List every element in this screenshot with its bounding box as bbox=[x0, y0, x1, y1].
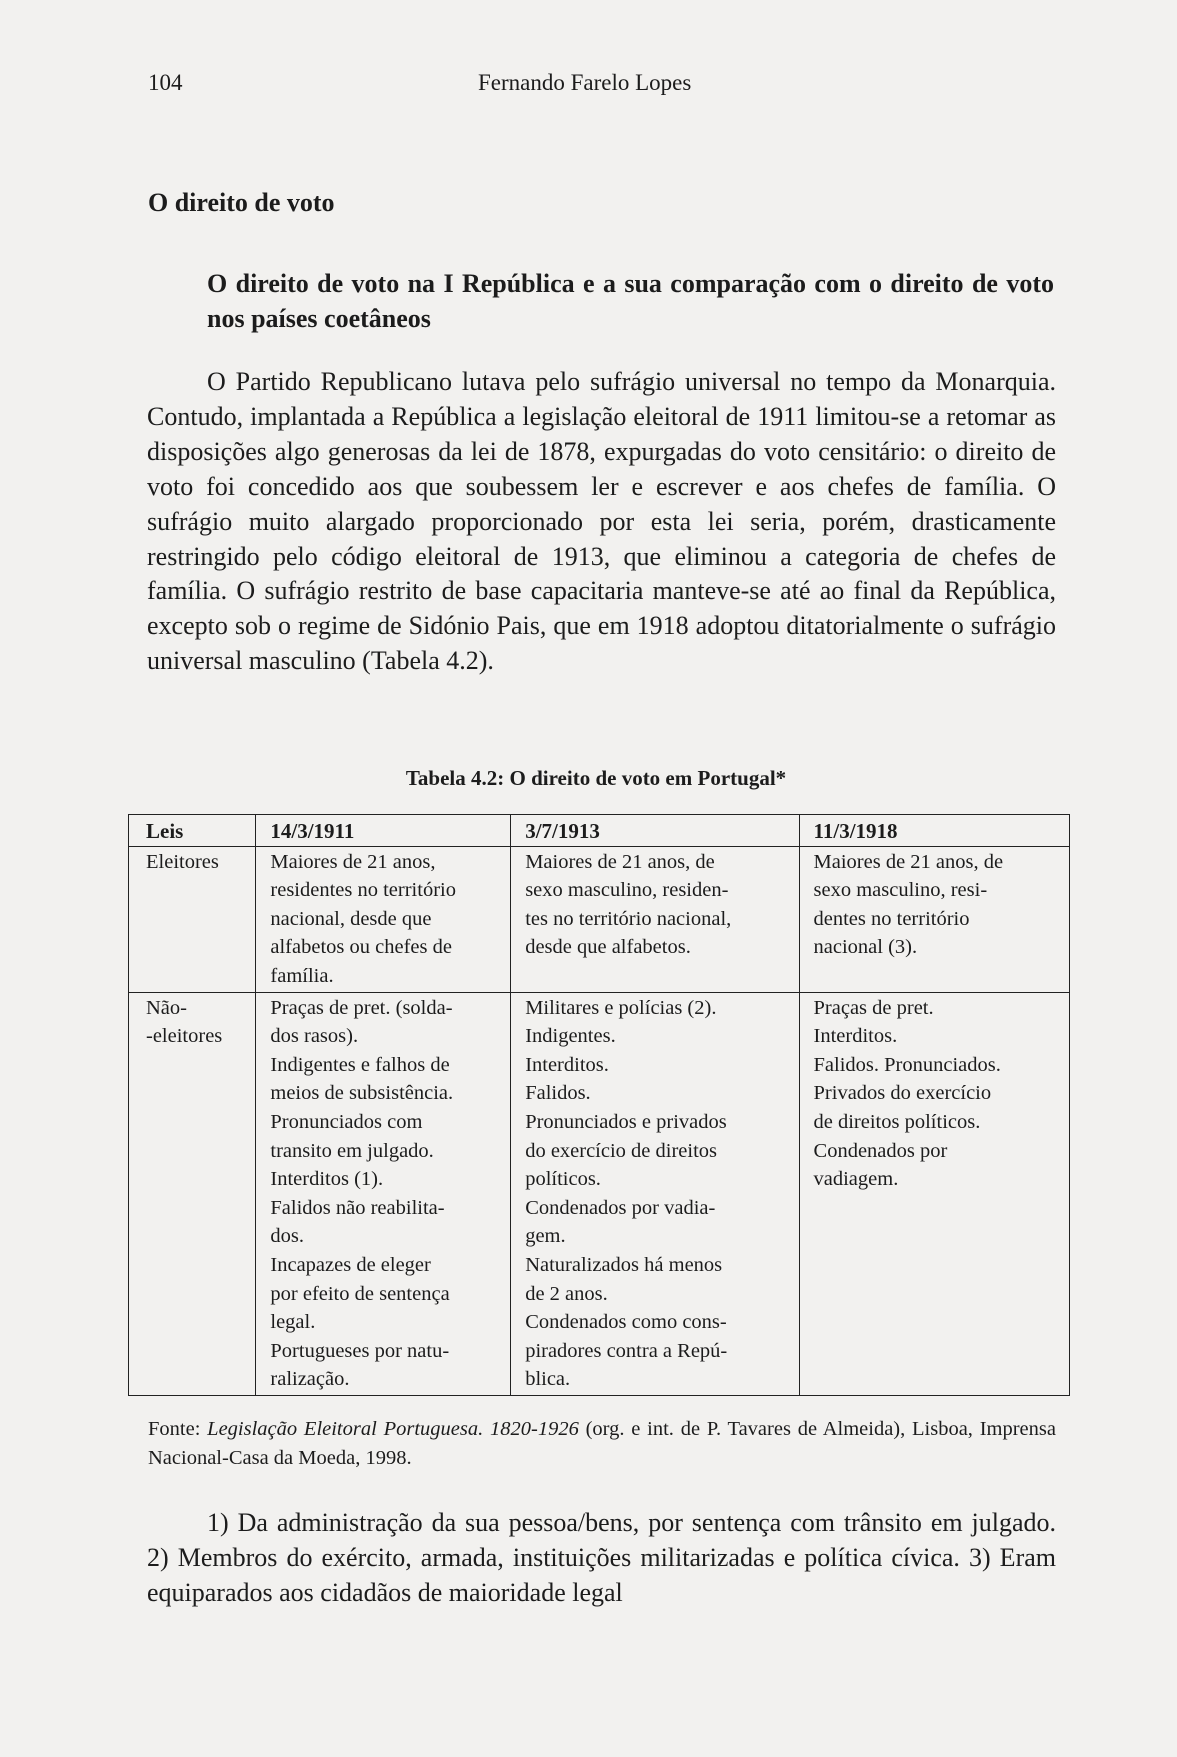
cell-text-line: desde que alfabetos. bbox=[525, 936, 691, 959]
cell-text-line: Praças de pret. bbox=[813, 996, 934, 1019]
cell-text-line: piradores contra a Repú- bbox=[525, 1339, 728, 1362]
cell-non-voters-1918 bbox=[799, 992, 1069, 1395]
page-number: 104 bbox=[148, 70, 183, 95]
cell-text-line: nacional (3). bbox=[813, 936, 918, 959]
table-caption-text: Tabela 4.2: O direito de voto em Portugal* bbox=[405, 766, 787, 790]
cell-text-line: Condenados como cons- bbox=[525, 1311, 727, 1334]
cell-text-line: -eleitores bbox=[146, 1025, 223, 1048]
intro-paragraph: O Partido Republicano lutava pelo sufrágio universal no tempo da Monarquia. Contudo, implantada a República a legislação eleitoral de 1911 limitou-se a retomar as disposições algo generosas da lei de 1878, expurgadas do voto censitário: o direito de voto foi concedido aos que soubessem ler e escrever e aos chefes de família. O sufrágio muito alargado proporcionado por esta lei seria, porém, drasticamente restringido pelo código eleitoral de 1913, que eliminou a categoria de chefes de família. O sufrágio restrito de base capacitaria manteve-se até ao final da República, excepto sob o regime de Sidónio Pais, que em 1918 adoptou ditatorialmente o sufrágio universal masculino (Tabela 4.2). bbox=[147, 367, 1056, 676]
cell-voters-1918 bbox=[799, 846, 1069, 992]
cell-text-line: dos. bbox=[270, 1225, 304, 1248]
cell-text-line: Falidos. bbox=[525, 1082, 591, 1105]
cell-text-line: Maiores de 21 anos, bbox=[270, 850, 436, 873]
cell-text-line: família. bbox=[270, 964, 334, 987]
cell-text-line: vadiagem. bbox=[813, 1168, 899, 1191]
cell-non-voters-1911 bbox=[256, 992, 511, 1395]
table-source-note bbox=[148, 1415, 1056, 1472]
header-cell-1913: 3/7/1913 bbox=[511, 815, 799, 847]
cell-text-line: Maiores de 21 anos, de bbox=[813, 850, 1004, 873]
cell-text-line: sexo masculino, residen- bbox=[525, 879, 729, 902]
cell-text-line: Condenados por vadia- bbox=[525, 1196, 716, 1219]
cell-text-line: Naturalizados há menos bbox=[525, 1253, 723, 1276]
table-caption bbox=[148, 766, 1068, 791]
header-cell-laws: Leis bbox=[129, 815, 256, 847]
cell-text-line: Falidos. Pronunciados. bbox=[813, 1053, 1001, 1076]
cell-voters-1913 bbox=[511, 846, 799, 992]
cell-text-line: de 2 anos. bbox=[525, 1282, 608, 1305]
running-head bbox=[148, 70, 1068, 100]
cell-voters-1911 bbox=[256, 846, 511, 992]
cell-text-line: ralização. bbox=[270, 1368, 350, 1391]
cell-text-line: gem. bbox=[525, 1225, 566, 1248]
cell-text-line: alfabetos ou chefes de bbox=[270, 936, 452, 959]
cell-text-line: Interditos. bbox=[813, 1025, 898, 1048]
cell-text-line: Privados do exercício bbox=[813, 1082, 992, 1105]
cell-text-line: políticos. bbox=[525, 1168, 601, 1191]
cell-text-line: legal. bbox=[270, 1311, 316, 1334]
cell-text-line: Condenados por bbox=[813, 1139, 948, 1162]
cell-text-line: Maiores de 21 anos, de bbox=[525, 850, 715, 873]
cell-text-line: dos rasos). bbox=[270, 1025, 359, 1048]
cell-text-line: de direitos políticos. bbox=[813, 1110, 981, 1133]
source-details: (org. e int. de P. Tavares de Almeida), Lisboa, Imprensa Nacional-Casa da Moeda, 1998. bbox=[148, 1418, 1056, 1469]
cell-text-line: Indigentes e falhos de bbox=[270, 1053, 450, 1076]
cell-text-line: Incapazes de eleger bbox=[270, 1253, 431, 1276]
cell-text-line: Interditos (1). bbox=[270, 1168, 384, 1191]
cell-text-line: Pronunciados e privados bbox=[525, 1110, 727, 1133]
voting-rights-table bbox=[128, 814, 1070, 1396]
cell-text-line: do exercício de direitos bbox=[525, 1139, 718, 1162]
cell-text-line: blica. bbox=[525, 1368, 571, 1391]
cell-text-line: tes no território nacional, bbox=[525, 907, 732, 930]
cell-text-line: por efeito de sentença bbox=[270, 1282, 450, 1305]
cell-text-line: transito em julgado. bbox=[270, 1139, 434, 1162]
cell-non-voters-1913 bbox=[511, 992, 799, 1395]
cell-text-line: meios de subsistência. bbox=[270, 1082, 454, 1105]
subsection-heading: O direito de voto na I República e a sua comparação com o direito de voto nos países coetâneos bbox=[207, 269, 1054, 333]
cell-text-line: Falidos não reabilita- bbox=[270, 1196, 445, 1219]
cell-text-line: dentes no território bbox=[813, 907, 970, 930]
cell-text-line: sexo masculino, resi- bbox=[813, 879, 988, 902]
cell-text-line: Indigentes. bbox=[525, 1025, 616, 1048]
section-heading: O direito de voto bbox=[148, 188, 335, 217]
header-cell-1918: 11/3/1918 bbox=[799, 815, 1069, 847]
cell-text-line: Praças de pret. (solda- bbox=[270, 996, 453, 1019]
cell-text-line: nacional, desde que bbox=[270, 907, 432, 930]
cell-text-line: Não- bbox=[146, 996, 187, 1019]
footnotes-paragraph: 1) Da administração da sua pessoa/bens, por sentença com trânsito em julgado. 2) Membros do exército, armada, instituições militarizadas e política cívica. 3) Eram equiparados aos cidadãos de maioridade legal bbox=[147, 1508, 1056, 1607]
table-row-voters bbox=[129, 846, 1070, 992]
cell-text-line: residentes no território bbox=[270, 879, 456, 902]
row-label-voters: Eleitores bbox=[129, 846, 256, 992]
cell-text-line: Portugueses por natu- bbox=[270, 1339, 450, 1362]
cell-text-line: Militares e polícias (2). bbox=[525, 996, 717, 1019]
table-row-non-voters bbox=[129, 992, 1070, 1395]
source-prefix: Fonte: bbox=[148, 1418, 208, 1440]
source-title: Legislação Eleitoral Portuguesa. 1820-1926 bbox=[207, 1418, 579, 1440]
cell-text-line: Interditos. bbox=[525, 1053, 609, 1076]
cell-text-line: Pronunciados com bbox=[270, 1110, 423, 1133]
header-cell-1911: 14/3/1911 bbox=[256, 815, 511, 847]
table-header-row bbox=[129, 815, 1070, 847]
author-name: Fernando Farelo Lopes bbox=[478, 70, 692, 95]
row-label-non-voters bbox=[129, 992, 256, 1395]
